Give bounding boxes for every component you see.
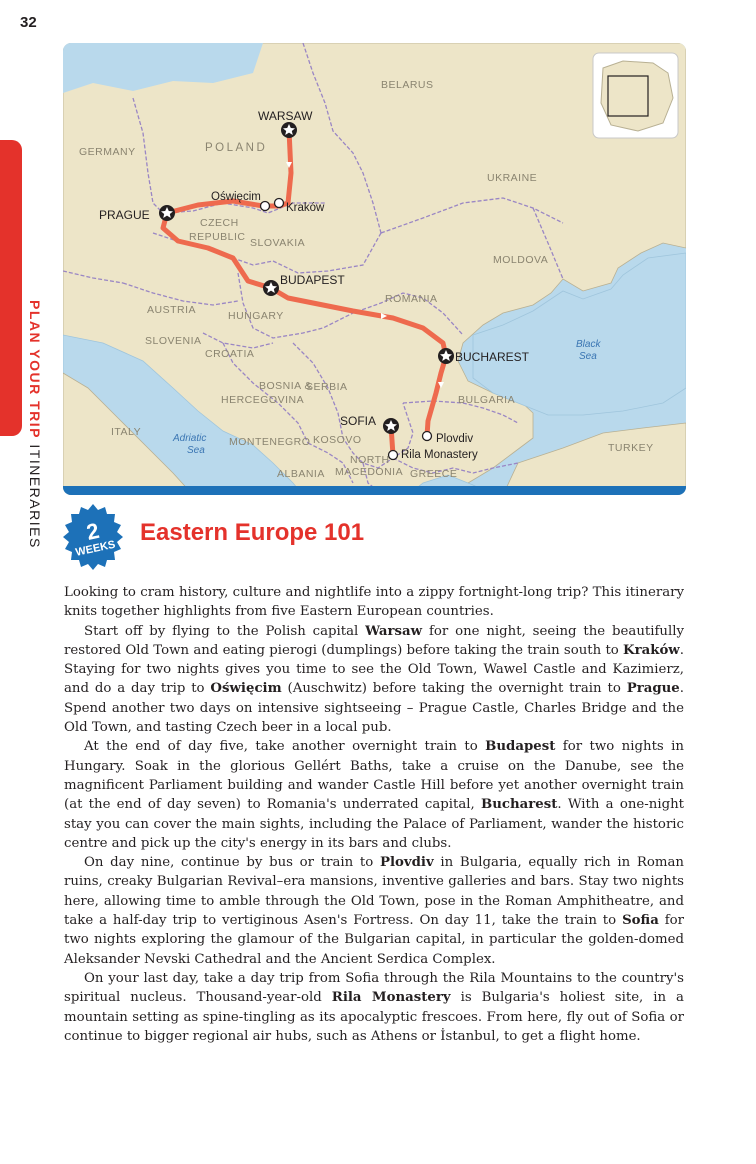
text: for one night, seeing the beautifully restored Old Town and eating pierogi (dumplings) before taking the train south to <box>64 623 684 658</box>
badge-unit: WEEKS <box>74 538 117 559</box>
section-tab-subtitle: ITINERARIES <box>27 444 43 549</box>
label-serbia: SERBIA <box>306 381 348 393</box>
text: for two nights exploring the glamour of the Bulgarian capital, in particular the golden-domed Aleksander Nevski Cathedral and the Ancient Serdica Complex. <box>64 913 685 967</box>
section-tab-marker <box>0 140 22 436</box>
label-austria: AUSTRIA <box>147 304 197 316</box>
section-tab-title: PLAN YOUR TRIP <box>27 300 43 439</box>
label-north-macedonia-1: NORTH <box>350 454 390 466</box>
label-oswiecim: Oświęcim <box>211 191 261 203</box>
label-czech-1: CZECH <box>200 217 239 229</box>
paragraph-plovdiv-sofia <box>64 853 684 969</box>
krakow-marker <box>275 199 284 208</box>
text: (Auschwitz) before taking the overnight train to <box>281 681 627 697</box>
label-bosnia-2: HERCEGOVINA <box>221 394 305 406</box>
place-sofia: Sofia <box>622 913 659 929</box>
label-hungary: HUNGARY <box>228 310 284 322</box>
text: . With a one-night stay you can cover the main sights, including the Palace of Parliament, wander the historic centre and pick up the city's energy in its bars and clubs. <box>64 797 684 851</box>
label-italy: ITALY <box>111 426 142 438</box>
label-montenegro: MONTENEGRO <box>229 436 311 448</box>
section-tab <box>0 140 52 549</box>
label-germany: GERMANY <box>79 146 136 158</box>
text: On day nine, continue by bus or train to <box>84 855 380 871</box>
oswiecim-marker <box>261 202 270 211</box>
label-moldova: MOLDOVA <box>493 254 549 266</box>
itinerary-body <box>64 583 684 1046</box>
paragraph-warsaw-prague <box>64 622 684 738</box>
label-croatia: CROATIA <box>205 348 255 360</box>
label-black-sea-1: Black <box>576 339 601 350</box>
label-budapest: BUDAPEST <box>280 273 345 287</box>
section-tab-label <box>27 300 43 549</box>
paragraph-rila <box>64 969 684 1046</box>
text: On your last day, take a day trip from Sofia through the Rila Mountains to the country's spiritual nucleus. Thousand-year-old <box>64 970 684 1006</box>
label-belarus: BELARUS <box>381 79 434 91</box>
text: Start off by flying to the Polish capital <box>84 623 366 639</box>
label-adriatic-1: Adriatic <box>173 433 207 444</box>
inset-locator-map <box>593 53 678 138</box>
label-warsaw: WARSAW <box>258 109 313 123</box>
label-poland: POLAND <box>205 142 268 154</box>
badge-number: 2 <box>84 517 102 545</box>
text: . Spend another two days on intensive sightseeing – Prague Castle, Charles Bridge and the Old Town, and tasting Czech beer in a local pub. <box>64 681 684 736</box>
label-rila: Rila Monastery <box>401 449 478 461</box>
label-bucharest: BUCHAREST <box>455 350 530 364</box>
text: in Bulgaria, equally rich in Roman ruins, creaky Bulgarian Revival–era mansions, inventive galleries and bars. Stay two nights here, allowing time to amble through the Old Town, pose in the Roman Amphitheatre, and take a half-day trip to vertiginous Asen's Fortress. On day 11, take the train to <box>64 855 684 929</box>
place-plovdiv: Plovdiv <box>379 855 434 871</box>
place-budapest: Budapest <box>485 739 556 755</box>
place-oswiecim: Oświęcim <box>210 681 282 697</box>
label-czech-2: REPUBLIC <box>189 231 246 243</box>
itinerary-title: Eastern Europe 101 <box>140 519 365 546</box>
label-romania: ROMANIA <box>385 293 438 305</box>
text: for two nights in Hungary. Soak in the glorious Gellért Baths, take a cruise on the Danube, see the magnificent Parliament building and wander Castle Hill before yet another overnight train (at the end of day seven) to Romania's underrated capital, <box>64 739 684 813</box>
duration-badge <box>58 502 128 572</box>
text: . Staying for two nights gives you time to see the Old Town, Wawel Castle and Kazimierz, and do a day trip to <box>64 642 684 697</box>
text: is Bulgaria's holiest site, in a mountain setting as spine-tingling as its apocalyptic frescoes. From here, fly out of Sofia or continue to bigger regional air hubs, such as Athens or İstanbul, to get a flight home. <box>64 990 684 1044</box>
place-bucharest: Bucharest <box>481 797 558 813</box>
label-ukraine: UKRAINE <box>487 172 538 184</box>
label-slovakia: SLOVAKIA <box>250 237 306 249</box>
label-prague: PRAGUE <box>99 208 150 222</box>
label-plovdiv: Plovdiv <box>436 433 474 445</box>
label-greece: GREECE <box>410 468 458 480</box>
label-bulgaria: BULGARIA <box>458 394 516 406</box>
label-krakow: Kraków <box>286 202 325 214</box>
place-rila-monastery: Rila Monastery <box>331 990 451 1006</box>
place-krakow: Kraków <box>623 642 680 658</box>
label-bosnia-1: BOSNIA & <box>259 380 313 392</box>
paragraph-intro: Looking to cram history, culture and nightlife into a zippy fortnight-long trip? This itinerary knits together highlights from five Eastern European countries. <box>64 585 684 620</box>
map-bottom-band <box>63 486 686 495</box>
label-sofia: SOFIA <box>340 414 377 428</box>
place-warsaw: Warsaw <box>365 623 423 639</box>
route-map <box>63 43 686 495</box>
rila-marker <box>389 451 398 460</box>
label-albania: ALBANIA <box>277 468 325 480</box>
label-turkey: TURKEY <box>608 442 654 454</box>
label-black-sea-2: Sea <box>579 351 597 362</box>
plovdiv-marker <box>423 432 432 441</box>
label-kosovo: KOSOVO <box>313 434 362 446</box>
label-adriatic-2: Sea <box>187 445 205 456</box>
place-prague: Prague <box>626 681 680 697</box>
label-slovenia: SLOVENIA <box>145 335 202 347</box>
text: At the end of day five, take another overnight train to <box>84 739 486 755</box>
label-north-macedonia-2: MACEDONIA <box>335 466 404 478</box>
paragraph-budapest-bucharest <box>64 737 684 853</box>
page-number: 32 <box>20 14 37 31</box>
